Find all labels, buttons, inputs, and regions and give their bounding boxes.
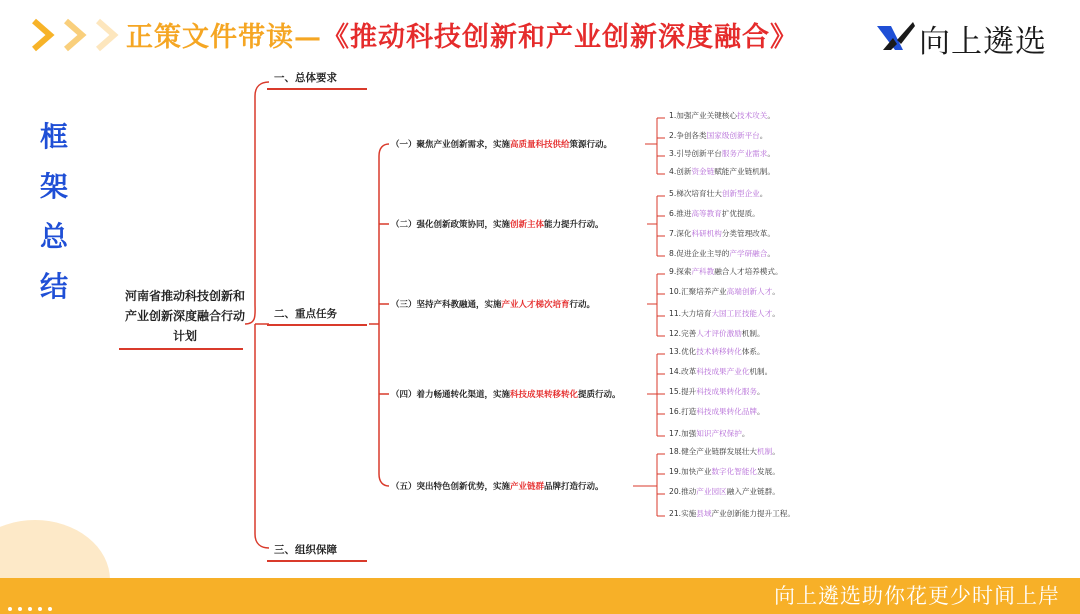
root-node: 河南省推动科技创新和产业创新深度融合行动计划 bbox=[125, 289, 246, 343]
action-5: （五）突出特色创新优势，实施产业链群品牌打造行动。 bbox=[391, 482, 604, 492]
section-underline bbox=[267, 560, 367, 562]
brand-name: 向上遴选 bbox=[919, 23, 1047, 60]
root-underline bbox=[119, 348, 243, 350]
sub-item-1: 1.加强产业关键核心技术攻关。 bbox=[669, 111, 775, 120]
section-organization-guarantee: 三、组织保障 bbox=[274, 544, 337, 556]
sub-item-20: 20.推动产业园区融入产业链群。 bbox=[669, 487, 780, 496]
sub-item-12: 12.完善人才评价激励机制。 bbox=[669, 329, 765, 338]
section-key-tasks: 二、重点任务 bbox=[274, 308, 337, 320]
sub-item-13: 13.优化技术转移转化体系。 bbox=[669, 347, 765, 356]
title-document-name: 《推动科技创新和产业创新深度融合》 bbox=[322, 22, 798, 53]
sub-item-5: 5.梯次培育壮大创新型企业。 bbox=[669, 189, 768, 198]
sub-item-3: 3.引导创新平台服务产业需求。 bbox=[669, 149, 775, 158]
side-title: 框架总结 bbox=[39, 120, 68, 303]
chevron-icon bbox=[60, 18, 90, 52]
action-2: （二）强化创新政策协同，实施创新主体能力提升行动。 bbox=[391, 220, 604, 230]
chevron-icon bbox=[28, 18, 58, 52]
section-underline bbox=[267, 324, 367, 326]
sub-item-8: 8.促进企业主导的产学研融合。 bbox=[669, 249, 775, 258]
footer-slogan: 向上遴选助你花更少时间上岸 bbox=[774, 584, 1060, 608]
title-prefix: 正策文件带读— bbox=[126, 22, 322, 53]
sub-item-10: 10.汇聚培养产业高端创新人才。 bbox=[669, 287, 780, 296]
dots-decoration-icon bbox=[0, 600, 110, 614]
page-title bbox=[126, 18, 798, 58]
action-1: （一）聚焦产业创新需求，实施高质量科技供给策源行动。 bbox=[391, 140, 613, 150]
sub-item-11: 11.大力培育大国工匠技能人才。 bbox=[669, 309, 780, 318]
brand-logo-icon bbox=[873, 18, 917, 58]
sub-item-4: 4.创新资金链赋能产业链机制。 bbox=[669, 167, 775, 176]
sub-item-7: 7.深化科研机构分类管理改革。 bbox=[669, 229, 775, 238]
brand bbox=[873, 16, 1047, 60]
sub-item-16: 16.打造科技成果转化品牌。 bbox=[669, 407, 765, 416]
sub-item-21: 21.实施县域产业创新能力提升工程。 bbox=[669, 509, 795, 518]
sub-item-15: 15.提升科技成果转化服务。 bbox=[669, 387, 765, 396]
chevron-icon bbox=[92, 18, 122, 52]
action-3: （三）坚持产科教融通，实施产业人才梯次培育行动。 bbox=[391, 300, 596, 310]
sub-item-6: 6.推进高等教育扩优提质。 bbox=[669, 209, 760, 218]
sub-item-18: 18.健全产业链群发展壮大机制。 bbox=[669, 447, 780, 456]
mindmap-panel bbox=[117, 64, 817, 572]
section-underline bbox=[267, 88, 367, 90]
sub-item-17: 17.加强知识产权保护。 bbox=[669, 429, 750, 438]
section-overall-requirements: 一、总体要求 bbox=[274, 72, 337, 84]
action-4: （四）着力畅通转化渠道，实施科技成果转移转化提质行动。 bbox=[391, 390, 621, 400]
sub-item-9: 9.探索产科教融合人才培养模式。 bbox=[669, 267, 783, 276]
sub-item-19: 19.加快产业数字化智能化发展。 bbox=[669, 467, 780, 476]
sub-item-14: 14.改革科技成果产业化机制。 bbox=[669, 367, 773, 376]
sub-item-2: 2.争创各类国家级创新平台。 bbox=[669, 131, 768, 140]
